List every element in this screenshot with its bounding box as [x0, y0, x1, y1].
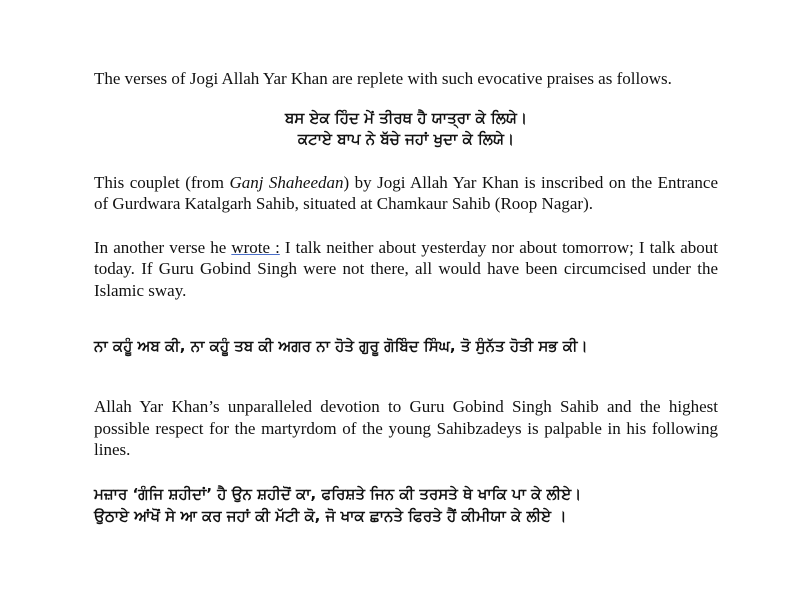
couplet-line-2: ਕਟਾਏ ਬਾਪ ਨੇ ਬੱਚੇ ਜਹਾਂ ਖੁਦਾ ਕੇ ਲਿਯੇ। — [297, 129, 515, 148]
another-verse-paragraph — [94, 237, 718, 302]
martyrdom-verse — [94, 483, 718, 527]
couplet-verse — [94, 108, 718, 150]
martyrdom-verse-line-2: ਉਠਾਏ ਆਂਖੋਂ ਸੇ ਆ ਕਰ ਜਹਾਂ ਕੀ ਮੱਟੀ ਕੋ, ਜੋ ਖਾਕ ਛਾਨਤੇ ਫਿਰਤੇ ਹੈਂ ਕੀਮੀਯਾ ਕੇ ਲੀਏ । — [94, 506, 567, 525]
document-page — [94, 66, 718, 527]
intro-paragraph: The verses of Jogi Allah Yar Khan are replete with such evocative praises as follows. — [94, 69, 672, 88]
paragraph-text: In another verse he — [94, 237, 232, 257]
couplet-description-paragraph — [94, 172, 718, 215]
couplet-line-1: ਬਸ ਏਕ ਹਿੰਦ ਮੇਂ ਤੀਰਥ ਹੈ ਯਾਤ੍ਰਾ ਕੇ ਲਿਯੇ। — [284, 108, 528, 127]
book-title: Ganj Shaheedan — [229, 172, 344, 192]
devotion-paragraph: Allah Yar Khan’s unparalleled devotion to Guru Gobind Singh Sahib and the highest possible respect for the martyrdom of the young Sahibzadeys is palpable in his following lines. — [94, 397, 718, 459]
paragraph-text: I talk neither about yesterday nor about tomorrow; I talk about today. If Guru Gobind Singh were not there, all would have been circumcised under the Islamic sway. — [94, 237, 718, 300]
paragraph-text: This couplet (from — [94, 172, 230, 192]
martyrdom-verse-line-1: ਮਜ਼ਾਰ ‘ਗੰਜਿ ਸ਼ਹੀਦਾਂ’ ਹੈ ਉਨ ਸ਼ਹੀਦੋਂ ਕਾ, ਫਰਿਸ਼ਤੇ ਜਿਨ ਕੀ ਤਰਸਤੇ ਥੇ ਖਾਕਿ ਪਾ ਕੇ ਲੀਏ। — [94, 484, 582, 503]
paragraph-text: ) by Jogi Allah Yar Khan is inscribed on the Entrance of Gurdwara Katalgarh Sahib, situated at Chamkaur Sahib (Roop Nagar). — [94, 172, 719, 213]
wrote-link[interactable]: wrote : — [231, 237, 280, 257]
verse-line: ਨਾ ਕਹੂੰ ਅਬ ਕੀ, ਨਾ ਕਹੂੰ ਤਬ ਕੀ ਅਗਰ ਨਾ ਹੋਤੇ ਗੁਰੂ ਗੋਬਿੰਦ ਸਿੰਘ, ਤੋ ਸੁੰਨੱਤ ਹੋਤੀ ਸਭ ਕੀ। — [94, 337, 588, 355]
